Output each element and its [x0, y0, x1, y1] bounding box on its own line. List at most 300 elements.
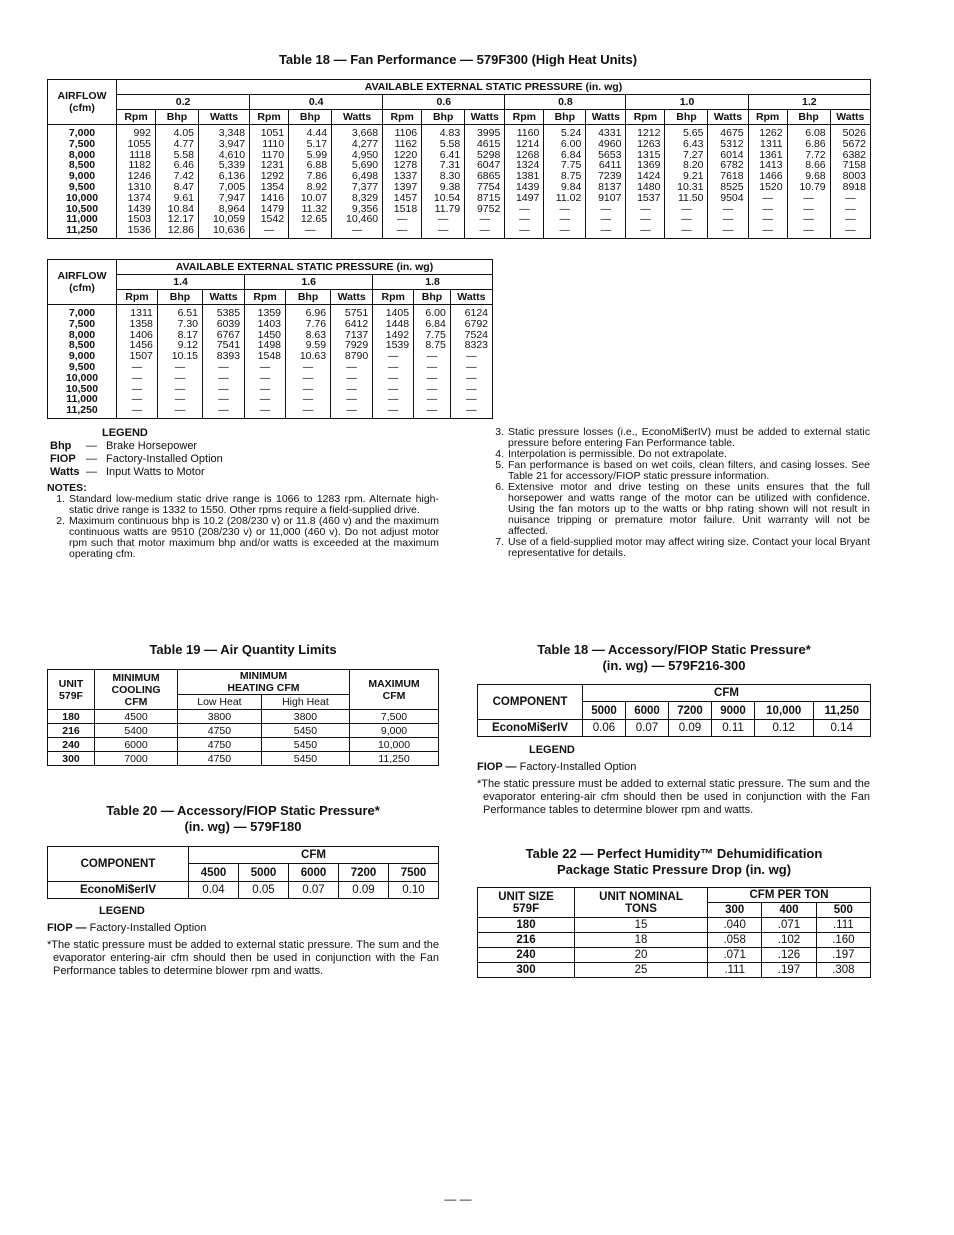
cell-value: 1497 [515, 191, 540, 204]
col-max-cfm: MAXIMUM CFM [350, 670, 439, 710]
cell-value: — [559, 202, 571, 215]
legend-item [50, 466, 310, 479]
cell-value: 1520 [759, 180, 783, 193]
value-cell: .071 [762, 918, 816, 933]
col-bhp: Bhp [286, 290, 331, 305]
note-text: Fan performance is based on wet coils, clean filters, and casing losses. See Table 21 for accessory/FIOP static pressure information. [508, 459, 870, 482]
cell-value: 6.86 [805, 137, 826, 150]
cell-value: 1450 [257, 328, 281, 341]
cell-value: — [346, 360, 357, 373]
value-cell: 25 [575, 963, 708, 978]
cell-value: — [218, 371, 229, 384]
value-column [450, 305, 492, 419]
legend-fan-performance [50, 427, 310, 479]
cell-value: 7,005 [218, 180, 246, 193]
cell-value: 7.30 [177, 317, 198, 330]
cell-value: 1456 [129, 339, 153, 352]
component-label: EconoMi$erIV [478, 720, 583, 737]
airflow-value: 8,500 [68, 339, 96, 352]
cell-value: — [519, 213, 530, 226]
cell-value: 5751 [344, 307, 369, 319]
table-row [48, 738, 439, 752]
legend-title: LEGEND [99, 905, 145, 917]
cell-value: 1361 [759, 148, 783, 161]
airflow-value: 10,000 [65, 371, 99, 384]
cell-value: 992 [133, 127, 151, 139]
cell-value: 4615 [476, 137, 501, 150]
cell-value: — [131, 393, 143, 406]
note-number: 4. [495, 448, 504, 460]
cell-value: 8393 [216, 350, 241, 363]
table-row [48, 752, 439, 766]
value-cell: 3800 [261, 710, 349, 724]
note-item [47, 516, 439, 560]
cell-value: 1118 [129, 148, 151, 161]
fan-performance-table-high-heat [47, 79, 871, 239]
cell-value: 1413 [759, 159, 783, 172]
cell-value: — [640, 224, 651, 237]
cell-value: 8.47 [173, 180, 195, 193]
airflow-value: 7,500 [68, 317, 96, 330]
cell-value: — [346, 382, 357, 395]
col-rpm: Rpm [250, 110, 289, 125]
value-column [787, 125, 830, 239]
table18c-footnote: *The static pressure must be added to external static pressure. The sum and the evaporator entering-air cfm should then be used in conjunction with the Fan Performance tables to determine blower rpm and watts. [477, 778, 870, 816]
cell-value: 9.68 [805, 170, 826, 183]
cell-value: 6.41 [439, 148, 461, 161]
value-column [665, 125, 708, 239]
col-unit-size: UNIT SIZE 579F [478, 888, 575, 918]
value-cell: .197 [762, 963, 816, 978]
cell-value: — [387, 382, 399, 395]
cell-value: — [559, 224, 571, 237]
cell-value: 1542 [260, 213, 285, 226]
value-cell: 5450 [261, 724, 349, 738]
cell-value: 4675 [720, 127, 744, 139]
cell-value: 1416 [260, 191, 285, 204]
cell-value: 1397 [393, 180, 418, 193]
cell-value: 7,947 [218, 191, 246, 204]
cfm-header: 7500 [389, 864, 439, 882]
table20-footnote: *The static pressure must be added to external static pressure. The sum and the evaporator entering-air cfm should then be used in conjunction with the Fan Performance tables to determine blower rpm and watts. [47, 939, 439, 977]
value-column [708, 125, 748, 239]
cell-value: — [218, 404, 229, 417]
cell-value: 8003 [842, 170, 866, 183]
cell-value: — [437, 213, 449, 226]
value-column [414, 305, 451, 419]
cell-value: 4,277 [351, 137, 379, 150]
airflow-value: 10,500 [65, 202, 99, 215]
cell-value: 1536 [127, 224, 151, 237]
cell-value: 7524 [464, 328, 488, 341]
cell-value: 6.43 [683, 137, 704, 150]
cell-value: — [387, 371, 399, 384]
cell-value: — [559, 213, 571, 226]
legend-abbr: FIOP — [47, 922, 87, 934]
airflow-column [48, 305, 117, 419]
cell-value: — [259, 382, 271, 395]
value-cell: 18 [575, 933, 708, 948]
cell-value: 7.75 [560, 159, 582, 172]
legend-dash: — [86, 466, 97, 478]
cfm-header: 7200 [669, 702, 712, 720]
cell-value: — [302, 382, 314, 395]
cell-value: — [640, 213, 651, 226]
cell-value: — [640, 202, 651, 215]
col-watts: Watts [199, 110, 250, 125]
cell-value: — [762, 213, 773, 226]
value-cell: 4750 [178, 752, 262, 766]
cell-value: 1448 [385, 317, 410, 330]
cell-value: 8.75 [425, 339, 446, 352]
cfm-header: 5000 [239, 864, 289, 882]
cell-value: 4,950 [351, 148, 379, 161]
cell-value: 11.32 [301, 202, 328, 215]
cell-value: 1358 [129, 317, 153, 330]
cell-value: 1518 [393, 202, 418, 215]
cell-value: 1214 [515, 137, 540, 150]
cell-value: 9504 [720, 191, 744, 204]
cell-value: 6124 [464, 307, 488, 319]
cell-value: 7929 [344, 339, 369, 352]
col-pressure: 1.0 [626, 95, 748, 110]
cell-value: — [426, 371, 438, 384]
value-cell: 0.10 [389, 882, 439, 899]
cell-value: — [466, 360, 477, 373]
cell-value: 7.27 [683, 148, 704, 161]
table18c-legend [477, 744, 870, 817]
cell-value: 5385 [216, 307, 241, 319]
cell-value: 8137 [598, 180, 622, 193]
col-component: COMPONENT [478, 685, 583, 720]
note-text: Static pressure losses (i.e., EconoMi$erIV) must be added to external static pressure before entering Fan Performance table. [508, 426, 870, 449]
cell-value: — [519, 202, 530, 215]
cell-value: — [426, 350, 438, 363]
value-cell: 0.07 [626, 720, 669, 737]
cell-value: — [426, 404, 438, 417]
value-cell: 0.11 [712, 720, 755, 737]
unit-cell: 300 [478, 963, 575, 978]
unit-cell: 300 [48, 752, 95, 766]
value-cell: .197 [816, 948, 870, 963]
cell-value: 9.21 [683, 170, 704, 183]
cell-value: — [681, 213, 692, 226]
col-bhp: Bhp [544, 110, 586, 125]
cell-value: 6.00 [425, 307, 446, 319]
airflow-value: 11,000 [66, 393, 98, 406]
cell-value: — [762, 191, 773, 204]
cell-value: 1182 [128, 159, 151, 172]
cell-value: 10.79 [799, 180, 826, 193]
cell-value: — [387, 360, 399, 373]
cell-value: 1263 [637, 137, 661, 150]
cell-value: — [600, 202, 612, 215]
cell-value: 8323 [464, 339, 488, 352]
value-cell: 4750 [178, 738, 262, 752]
legend-abbr: Bhp [50, 440, 72, 452]
value-cell: 0.04 [189, 882, 239, 899]
value-column [286, 305, 331, 419]
cell-value: — [387, 393, 399, 406]
cell-value: — [600, 213, 612, 226]
airflow-value: 9,500 [68, 180, 96, 193]
value-column [331, 305, 373, 419]
value-column [332, 125, 383, 239]
cfm-header: 11,250 [813, 702, 871, 720]
cell-value: — [762, 202, 773, 215]
cell-value: 8.20 [683, 159, 704, 172]
cell-value: 1278 [393, 159, 418, 172]
value-column [544, 125, 586, 239]
cell-value: — [803, 224, 814, 237]
airflow-value: 11,250 [66, 224, 98, 237]
cell-value: 6.84 [425, 317, 446, 330]
value-column [250, 125, 289, 239]
value-cell: 7000 [95, 752, 178, 766]
value-column [203, 305, 245, 419]
cell-value: 5,690 [351, 159, 379, 172]
cell-value: 8715 [476, 191, 501, 204]
col-bhp: Bhp [787, 110, 830, 125]
value-cell: 6000 [95, 738, 178, 752]
col-bhp: Bhp [289, 110, 332, 125]
cfm-header: 400 [762, 903, 816, 918]
cell-value: — [346, 371, 357, 384]
cell-value: 1439 [515, 180, 540, 193]
cell-value: 9.59 [305, 339, 327, 352]
airflow-value: 9,000 [68, 170, 96, 183]
cell-value: 6782 [720, 159, 744, 172]
cell-value: 10,460 [346, 213, 379, 226]
note-item [486, 537, 870, 559]
value-cell: 0.09 [339, 882, 389, 899]
cell-value: — [174, 360, 186, 373]
cell-value: 9107 [598, 191, 622, 204]
cell-value: — [722, 213, 734, 226]
col-static-pressure: AVAILABLE EXTERNAL STATIC PRESSURE (in. wg) [117, 260, 493, 275]
cell-value: 5.24 [560, 127, 582, 139]
cell-value: 1310 [127, 180, 151, 193]
cell-value: 5.65 [683, 127, 704, 139]
cell-value: 1403 [257, 317, 281, 330]
value-cell: 5400 [95, 724, 178, 738]
legend-desc: Brake Horsepower [106, 440, 198, 452]
col-nominal-tons: UNIT NOMINAL TONS [575, 888, 708, 918]
cell-value: 1374 [127, 191, 151, 204]
value-column [156, 125, 199, 239]
col-rpm: Rpm [117, 110, 156, 125]
unit-cell: 180 [478, 918, 575, 933]
fan-performance-table-continued [47, 259, 493, 419]
col-static-pressure: AVAILABLE EXTERNAL STATIC PRESSURE (in. wg) [117, 80, 871, 95]
cell-value: — [302, 360, 314, 373]
col-unit: UNIT 579F [48, 670, 95, 710]
col-watts: Watts [332, 110, 383, 125]
cfm-header: 6000 [626, 702, 669, 720]
col-min-heating: MINIMUM HEATING CFM [178, 670, 350, 695]
cell-value: — [479, 213, 490, 226]
cell-value: — [396, 224, 408, 237]
cell-value: 9752 [476, 202, 501, 215]
note-number: 7. [495, 536, 504, 548]
cell-value: 6,498 [351, 170, 379, 183]
table-row [48, 710, 439, 724]
cell-value: 1162 [394, 137, 418, 150]
note-item [47, 494, 439, 516]
cell-value: 1479 [260, 202, 285, 215]
cell-value: 5312 [720, 137, 744, 150]
col-pressure: 0.2 [117, 95, 250, 110]
cell-value: 1492 [385, 328, 410, 341]
cell-value: — [131, 382, 143, 395]
cell-value: 1548 [257, 350, 281, 363]
cell-value: 7239 [598, 170, 622, 183]
col-bhp: Bhp [157, 290, 202, 305]
airflow-column [48, 125, 117, 239]
cell-value: 6411 [598, 159, 622, 172]
airflow-value: 8,000 [68, 148, 96, 161]
cell-value: 1539 [385, 339, 410, 352]
air-quantity-limits-table [47, 669, 439, 766]
unit-cell: 240 [48, 738, 95, 752]
cell-value: 9.84 [560, 180, 582, 193]
cell-value: — [426, 360, 438, 373]
cell-value: 1369 [637, 159, 661, 172]
cell-value: — [396, 213, 408, 226]
col-bhp: Bhp [422, 110, 465, 125]
cell-value: 9.61 [173, 191, 195, 204]
value-column [465, 125, 505, 239]
cell-value: 6792 [464, 317, 488, 330]
value-column [117, 125, 156, 239]
notes-right [486, 427, 870, 559]
cell-value: 7137 [344, 328, 369, 341]
cell-value: 8.30 [439, 170, 461, 183]
cell-value: 5.58 [173, 148, 195, 161]
cell-value: 4,610 [218, 148, 246, 161]
cell-value: 6,136 [218, 170, 246, 183]
cell-value: — [259, 393, 271, 406]
airflow-value: 9,500 [68, 360, 96, 373]
dehumidification-pressure-drop-table [477, 887, 871, 978]
cell-value: 4.05 [173, 127, 195, 139]
cell-value: 11.02 [555, 191, 582, 204]
col-bhp: Bhp [156, 110, 199, 125]
cell-value: 6.84 [560, 148, 582, 161]
cell-value: — [131, 360, 143, 373]
accessory-static-pressure-table-216-300 [477, 684, 871, 737]
cell-value: — [681, 202, 692, 215]
legend-desc: Factory-Installed Option [106, 453, 223, 465]
cell-value: — [426, 393, 438, 406]
col-low-heat: Low Heat [178, 695, 262, 710]
value-cell: 0.07 [289, 882, 339, 899]
legend-abbr: Watts [50, 466, 80, 478]
cell-value: — [263, 224, 275, 237]
cfm-header: 4500 [189, 864, 239, 882]
col-pressure: 1.6 [245, 275, 373, 290]
value-cell: 0.14 [813, 720, 871, 737]
table18c-title: Table 18 — Accessory/FIOP Static Pressure* (in. wg) — 579F216-300 [537, 642, 811, 673]
cell-value: 12.65 [300, 213, 328, 226]
cell-value: 1354 [260, 180, 285, 193]
cell-value: — [302, 404, 314, 417]
note-number: 2. [56, 515, 65, 527]
cell-value: 1439 [127, 202, 151, 215]
cell-value: — [351, 224, 363, 237]
cell-value: — [346, 404, 357, 417]
col-rpm: Rpm [117, 290, 158, 305]
cell-value: 8,329 [351, 191, 379, 204]
cell-value: 7.42 [173, 170, 195, 183]
cell-value: — [346, 393, 357, 406]
airflow-value: 11,250 [66, 404, 98, 417]
cfm-header: 300 [708, 903, 762, 918]
cell-value: 8918 [842, 180, 866, 193]
cell-value: 7158 [842, 159, 866, 172]
cell-value: 6.46 [173, 159, 195, 172]
cell-value: 7618 [720, 170, 744, 183]
cell-value: 4960 [598, 137, 622, 150]
value-cell: 11,250 [350, 752, 439, 766]
note-number: 6. [495, 481, 504, 493]
col-rpm: Rpm [505, 110, 544, 125]
value-cell: 0.06 [583, 720, 626, 737]
value-column [245, 305, 286, 419]
cell-value: 1537 [637, 191, 661, 204]
cell-value: 1220 [393, 148, 418, 161]
cell-value: 11.79 [434, 202, 461, 215]
cell-value: 8.66 [805, 159, 826, 172]
value-column [422, 125, 465, 239]
note-text: Maximum continuous bhp is 10.2 (208/230 v) or 11.8 (460 v) and the maximum continuous watts are 9510 (208/230 v) or 11,000 (460 v). Do not adjust motor rpm such that motor maximum bhp and/or watts is exceeded at the maximum operating cfm. [69, 515, 439, 560]
cell-value: 10.15 [171, 350, 198, 363]
value-cell: 5450 [261, 752, 349, 766]
cell-value: 6039 [216, 317, 241, 330]
col-airflow: AIRFLOW (cfm) [48, 260, 117, 305]
cell-value: 1315 [637, 148, 661, 161]
legend-abbr: FIOP — [477, 761, 517, 773]
cell-value: 5,339 [218, 159, 246, 172]
cell-value: — [845, 224, 856, 237]
value-cell: .058 [708, 933, 762, 948]
cell-value: 8.92 [306, 180, 328, 193]
value-cell: .071 [708, 948, 762, 963]
page-number: — — [444, 1192, 472, 1206]
legend-desc: Factory-Installed Option [89, 922, 207, 934]
value-column [117, 305, 158, 419]
value-cell: .111 [816, 918, 870, 933]
notes-left [47, 483, 439, 560]
cell-value: 4.83 [439, 127, 461, 139]
cell-value: — [259, 360, 271, 373]
note-text: Standard low-medium static drive range is 1066 to 1283 rpm. Alternate high-static drive range is 1332 to 1550. Other rpms require a field-supplied drive. [69, 493, 439, 516]
cell-value: 8,964 [218, 202, 246, 215]
airflow-value: 8,000 [68, 328, 96, 341]
cell-value: — [426, 382, 438, 395]
cell-value: 7.86 [306, 170, 328, 183]
cell-value: 6412 [344, 317, 369, 330]
cell-value: — [722, 224, 734, 237]
cell-value: 9.38 [439, 180, 461, 193]
value-column [505, 125, 544, 239]
cell-value: 9,356 [351, 202, 379, 215]
col-watts: Watts [830, 110, 870, 125]
cell-value: 1212 [637, 127, 661, 139]
cell-value: 3,947 [218, 137, 246, 150]
cell-value: 7.31 [439, 159, 461, 172]
table20-title: Table 20 — Accessory/FIOP Static Pressure* (in. wg) — 579F180 [106, 803, 380, 834]
